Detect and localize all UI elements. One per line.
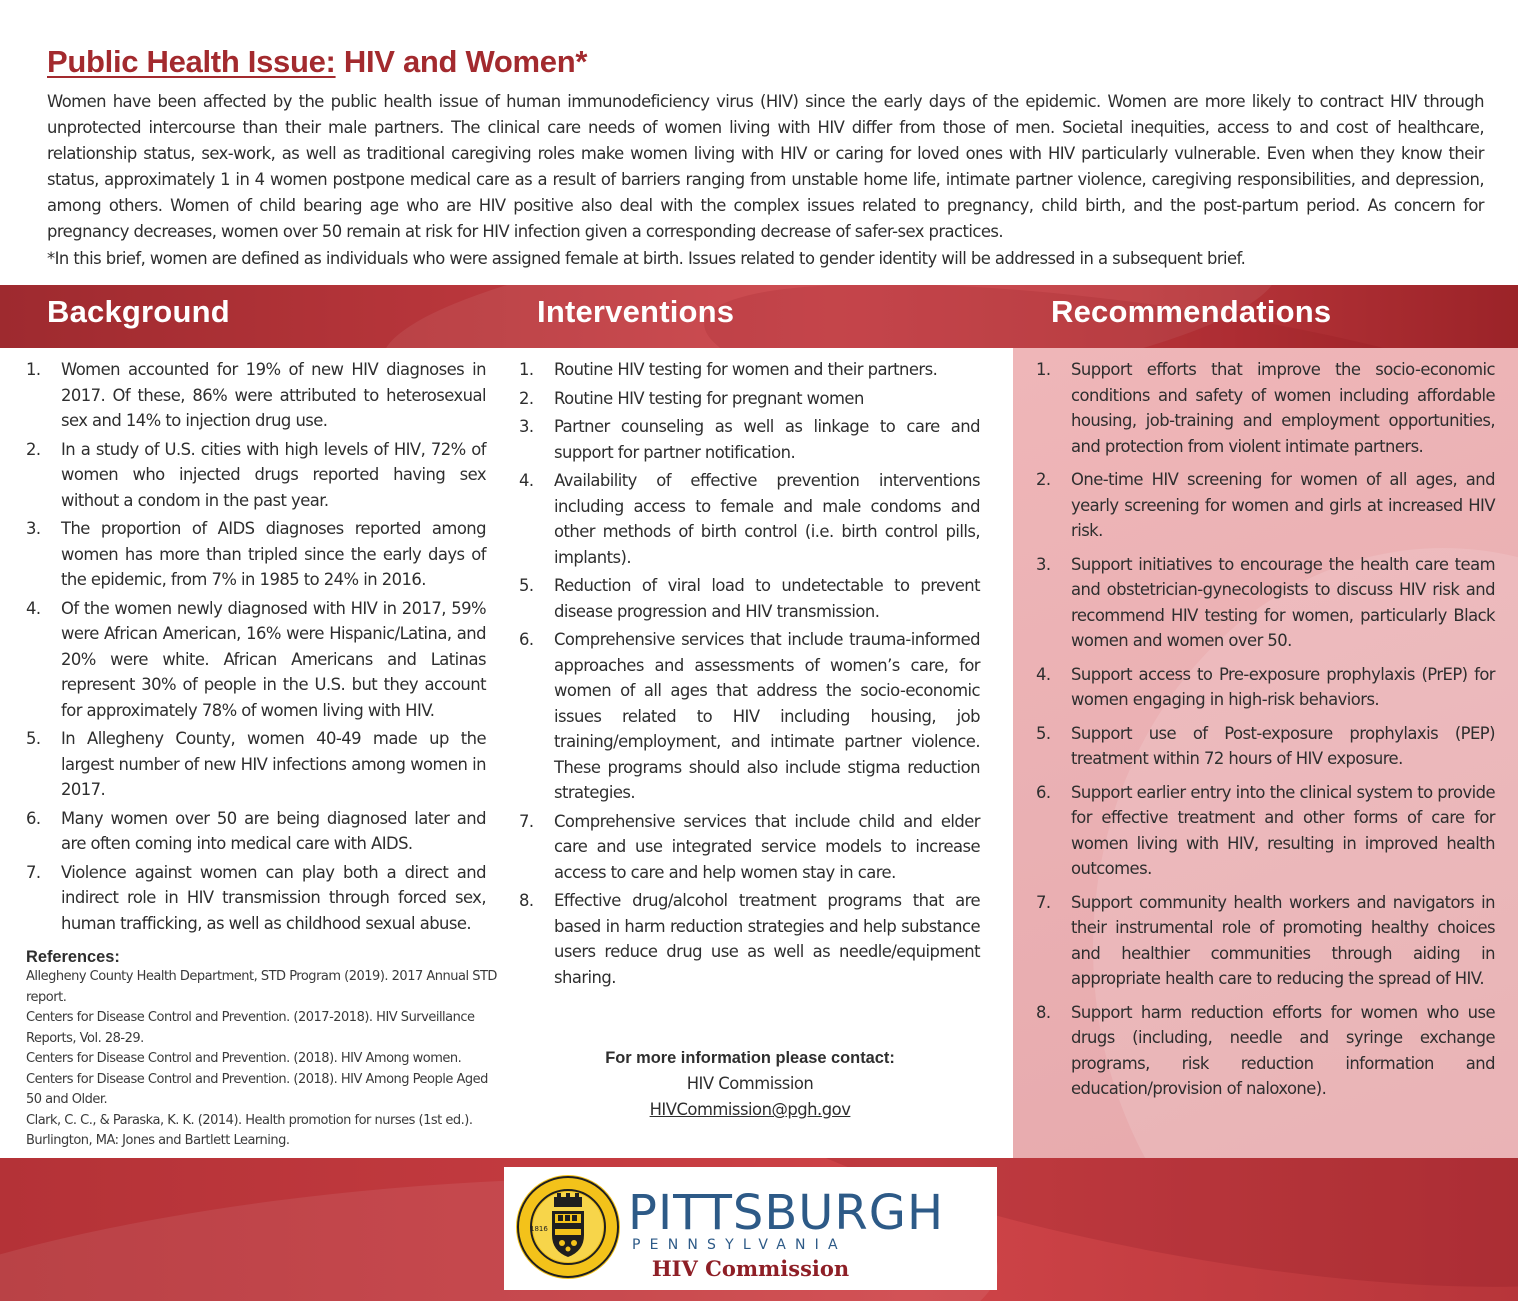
item-number: 3. — [1036, 554, 1051, 574]
interventions-heading: Interventions — [537, 294, 735, 329]
list-item — [1036, 1000, 1495, 1102]
references-list — [26, 967, 501, 1152]
list-item — [26, 357, 486, 434]
reference-item: Allegheny County Health Department, STD Program (2019). 2017 Annual STD report. — [26, 969, 497, 1005]
item-number: 2. — [519, 388, 534, 408]
item-number: 4. — [26, 598, 41, 618]
item-text: Availability of effective prevention interventions including access to female and male condoms and other methods of birth control (i.e. birth control pills, implants). — [554, 471, 980, 567]
item-text: Routine HIV testing for pregnant women — [554, 388, 864, 408]
reference-item: Clark, C. C., & Paraska, K. K. (2014). Health promotion for nurses (1st ed.). Burlington, MA: Jones and Bartlett Learning. — [26, 1112, 473, 1148]
item-text: In a study of U.S. cities with high levels of HIV, 72% of women who injected drugs reported having sex without a condom in the past year. — [61, 439, 486, 510]
item-number: 2. — [26, 439, 41, 459]
item-number: 8. — [1036, 1002, 1051, 1022]
contact-org: HIV Commission — [686, 1074, 814, 1093]
references-section — [26, 948, 501, 1152]
recommendations-list — [1036, 357, 1495, 1110]
list-item — [1036, 890, 1495, 992]
item-number: 6. — [1036, 782, 1051, 802]
item-text: Many women over 50 are being diagnosed later and are often coming into medical care with AIDS. — [61, 808, 486, 853]
contact-block — [560, 1045, 940, 1123]
list-item — [26, 437, 486, 514]
list-item — [1036, 357, 1495, 459]
item-number: 7. — [26, 862, 41, 882]
item-number: 7. — [1036, 892, 1051, 912]
item-text: Support earlier entry into the clinical system to provide for effective treatment and other forms of care for women living with HIV, resulting in improved health outcomes. — [1071, 782, 1495, 878]
list-item — [519, 573, 980, 624]
list-item — [1036, 721, 1495, 772]
item-number: 4. — [519, 471, 534, 490]
intro-paragraph: Women have been affected by the public health issue of human immunodeficiency virus (HIV) since the early days of the epidemic. Women are more likely to contract HIV through unprotected intercourse than their male partners. The clinical care needs of women living with HIV differ from those of men. Societal inequities, access to and cost of healthcare, relationship status, sex-work, as well as traditional caregiving roles make women living with HIV or caring for loved ones with HIV particularly vulnerable. Even when they know their status, approximately 1 in 4 women postpone medical care as a result of barriers ranging from unstable home life, intimate partner violence, caregiving responsibilities, and depression, among others. Women of child bearing age who are HIV positive also deal with the complex issues related to pregnancy, child birth, and the post-partum period. As concern for pregnancy decreases, women over 50 remain at risk for HIV infection given a corresponding decrease of safer-sex practices. — [47, 92, 1484, 241]
item-number: 6. — [519, 630, 534, 649]
item-text: Routine HIV testing for women and their partners. — [554, 360, 938, 379]
logo-card — [504, 1167, 997, 1290]
item-number: 2. — [1036, 470, 1051, 489]
item-text: Support efforts that improve the socio-economic conditions and safety of women including affordable housing, job-training and employment opportunities, and protection from violent intimate partners. — [1071, 360, 1495, 456]
list-item — [1036, 780, 1495, 882]
item-number: 6. — [26, 808, 41, 828]
contact-lead: For more information please contact: — [605, 1049, 895, 1067]
item-text: Violence against women can play both a direct and indirect role in HIV transmission through forced sex, human trafficking, as well as childhood sexual abuse. — [61, 862, 486, 933]
item-text: Support access to Pre-exposure prophylaxis (PrEP) for women engaging in high-risk behaviors. — [1071, 664, 1495, 709]
background-list — [26, 357, 486, 939]
item-text: Support initiatives to encourage the health care team and obstetrician-gynecologists to discuss HIV risk and recommend HIV testing for women, particularly Black women and women over 50. — [1071, 554, 1495, 650]
item-text: Reduction of viral load to undetectable to prevent disease progression and HIV transmission. — [554, 576, 980, 621]
list-item — [519, 888, 980, 990]
reference-item: Centers for Disease Control and Prevention. (2018). HIV Among People Aged 50 and Older. — [26, 1071, 488, 1107]
logo-commission-name: HIV Commission — [651, 1256, 850, 1281]
list-item — [1036, 662, 1495, 713]
reference-item: Centers for Disease Control and Prevention. (2017-2018). HIV Surveillance Reports, Vol. 28-29. — [26, 1010, 475, 1046]
list-item — [519, 809, 980, 886]
item-text: One-time HIV screening for women of all ages, and yearly screening for women and girls at increased HIV risk. — [1071, 470, 1495, 540]
list-item — [26, 596, 486, 724]
list-item — [519, 357, 980, 383]
list-item — [26, 516, 486, 593]
item-number: 5. — [519, 576, 534, 595]
background-heading: Background — [47, 294, 230, 329]
item-number: 4. — [1036, 664, 1051, 684]
list-item — [519, 627, 980, 806]
interventions-list — [519, 357, 980, 993]
item-number: 8. — [519, 891, 534, 910]
logo-state-name: PENNSYLVANIA — [632, 1237, 847, 1253]
item-text: Partner counseling as well as linkage to care and support for partner notification. — [554, 417, 980, 462]
list-item — [519, 386, 980, 412]
item-number: 3. — [26, 519, 41, 538]
page-title-prefix: Public Health Issue: — [47, 44, 336, 79]
item-text: Effective drug/alcohol treatment programs that are based in harm reduction strategies and help substance users reduce drug use as well as needle/equipment sharing. — [554, 891, 980, 987]
item-text: The proportion of AIDS diagnoses reported among women has more than tripled since the early days of the epidemic, from 7% in 1985 to 24% in 2016. — [61, 519, 486, 589]
list-item — [26, 860, 486, 937]
item-number: 1. — [519, 360, 534, 379]
svg-text:1816: 1816 — [530, 1225, 548, 1233]
item-text: Support community health workers and navigators in their instrumental role of promoting healthy choices and healthier communities through aiding in appropriate health care to reducing the spread of HIV. — [1071, 892, 1495, 988]
item-text: Of the women newly diagnosed with HIV in 2017, 59% were African American, 16% were Hispanic/Latina, and 20% were white. African Americans and Latinas represent 30% of people in the U.S. but they account for approximately 78% of women living with HIV. — [61, 598, 486, 720]
definition-footnote: *In this brief, women are defined as individuals who were assigned female at birth. Issues related to gender identity will be addressed in a subsequent brief. — [47, 249, 1246, 268]
list-item — [519, 468, 980, 570]
list-item — [1036, 552, 1495, 654]
item-text: Support use of Post-exposure prophylaxis (PEP) treatment within 72 hours of HIV exposure. — [1071, 723, 1495, 768]
title-block — [47, 44, 1487, 80]
page-title-topic: HIV and Women* — [335, 44, 588, 79]
item-number: 7. — [519, 811, 534, 831]
item-number: 1. — [26, 360, 41, 379]
list-item — [26, 806, 486, 857]
logo-city-name: PITTSBURGH — [628, 1185, 945, 1241]
list-item — [26, 726, 486, 803]
item-text: Support harm reduction efforts for women who use drugs (including, needle and syringe exchange programs, risk reduction information and education/provision of naloxone). — [1071, 1002, 1495, 1098]
list-item — [1036, 467, 1495, 544]
item-number: 5. — [1036, 723, 1051, 743]
item-number: 1. — [1036, 360, 1051, 379]
item-text: Women accounted for 19% of new HIV diagnoses in 2017. Of these, 86% were attributed to heterosexual sex and 14% to injection drug use. — [61, 360, 486, 430]
item-number: 3. — [519, 417, 534, 436]
item-text: Comprehensive services that include trauma-informed approaches and assessments of women’s care, for women of all ages that address the socio-economic issues related to HIV including housing, job training/employment, and intimate partner violence. These programs should also include stigma reduction strategies. — [554, 630, 980, 802]
recommendations-heading: Recommendations — [1051, 294, 1332, 329]
reference-item: Centers for Disease Control and Prevention. (2018). HIV Among women. — [26, 1051, 462, 1066]
contact-email-link[interactable]: HIVCommission@pgh.gov — [649, 1100, 851, 1119]
references-heading: References: — [26, 948, 120, 966]
item-number: 5. — [26, 729, 41, 748]
item-text: In Allegheny County, women 40-49 made up the largest number of new HIV infections among women in 2017. — [61, 729, 486, 799]
item-text: Comprehensive services that include child and elder care and use integrated service models to increase access to care and help women stay in care. — [554, 811, 980, 882]
page-title — [47, 44, 1487, 80]
list-item — [519, 414, 980, 465]
